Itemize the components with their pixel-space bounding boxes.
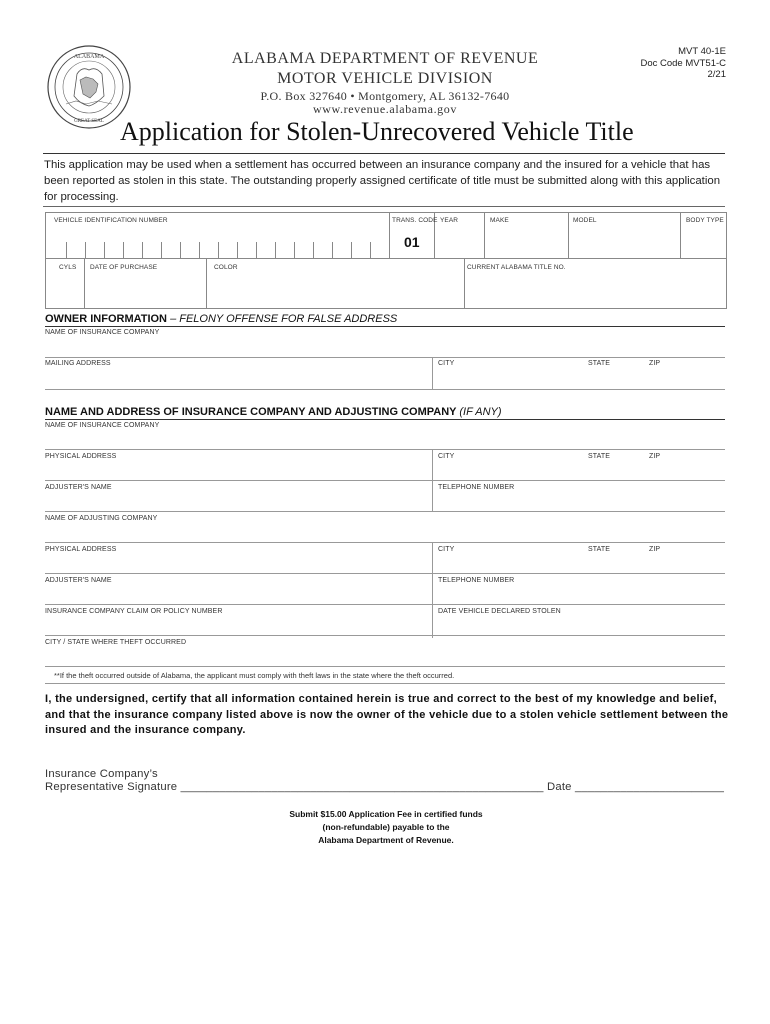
adjusting-zip-label: ZIP <box>649 546 661 553</box>
adjusting-city-label: CITY <box>438 546 455 553</box>
signature-block <box>45 768 724 793</box>
website-link[interactable]: www.revenue.alabama.gov <box>313 102 457 116</box>
claim-number-label: INSURANCE COMPANY CLAIM OR POLICY NUMBER <box>45 608 223 615</box>
vin-label: VEHICLE IDENTIFICATION NUMBER <box>54 217 168 224</box>
insurance-row-divider <box>45 573 725 574</box>
certification-statement: I, the undersigned, certify that all information contained herein is true and correct to the best of my knowledge and belief, and that the insurance company listed above is now the owner of the vehicle due to a stolen vehicle settlement between the insured and the insurance company. <box>45 693 729 736</box>
insurance-row-divider <box>45 604 725 605</box>
fee-instructions <box>200 808 572 847</box>
grid-col-divider <box>84 258 85 308</box>
adjusting-state-label: STATE <box>588 546 611 553</box>
adjusting-company-label: NAME OF ADJUSTING COMPANY <box>45 515 158 522</box>
owner-zip-label: ZIP <box>649 360 661 367</box>
note-divider <box>45 683 725 684</box>
adjuster2-phone-label: TELEPHONE NUMBER <box>438 577 515 584</box>
adjuster-name-label: ADJUSTER'S NAME <box>45 484 112 491</box>
doc-code: Doc Code MVT51-C <box>640 57 726 69</box>
grid-col-divider <box>568 213 569 258</box>
insurance-heading-text: NAME AND ADDRESS OF INSURANCE COMPANY AND ADJUSTING COMPANY <box>45 406 457 418</box>
year-label: YEAR <box>440 217 459 224</box>
form-number: MVT 40-1E <box>678 46 726 57</box>
fee-line-1: Submit $15.00 Application Fee in certified funds <box>289 809 483 819</box>
vin-char-tick <box>66 242 67 258</box>
intro-divider <box>43 206 725 207</box>
insurance-row-divider <box>45 449 725 450</box>
vin-char-tick <box>123 242 124 258</box>
trans-code-value: 01 <box>404 234 420 250</box>
body-type-label: BODY TYPE <box>686 217 724 224</box>
vin-char-tick <box>161 242 162 258</box>
insurance-physical-label: PHYSICAL ADDRESS <box>45 453 117 460</box>
title-divider <box>43 153 725 154</box>
vin-char-tick <box>313 242 314 258</box>
mailing-address: P.O. Box 327640 • Montgomery, AL 36132-7640 <box>260 89 510 103</box>
title-number-label: CURRENT ALABAMA TITLE NO. <box>467 264 566 271</box>
insurance-row-divider <box>45 635 725 636</box>
vin-char-tick <box>275 242 276 258</box>
insurance-row-divider <box>45 511 725 512</box>
fee-line-3: Alabama Department of Revenue. <box>318 835 454 845</box>
adjuster2-name-label: ADJUSTER'S NAME <box>45 577 112 584</box>
grid-col-divider <box>206 258 207 308</box>
owner-heading-text: OWNER INFORMATION <box>45 313 168 325</box>
grid-col-divider <box>464 258 465 308</box>
insurance-col-divider <box>432 542 433 638</box>
svg-text:GREAT SEAL: GREAT SEAL <box>74 119 104 124</box>
owner-mailing-label: MAILING ADDRESS <box>45 360 111 367</box>
vin-char-tick <box>180 242 181 258</box>
owner-state-label: STATE <box>588 360 611 367</box>
owner-city-label: CITY <box>438 360 455 367</box>
cyls-label: CYLS <box>59 264 77 271</box>
owner-name-label: NAME OF INSURANCE COMPANY <box>45 329 160 336</box>
intro-text: This application may be used when a settlement has occurred between an insurance company and the insured for a vehicle that has been reported as stolen in this state. The outstanding properly assigned certificate of title must be submitted along with this application for processing. <box>44 159 721 203</box>
grid-col-divider <box>680 213 681 258</box>
form-title: Application for Stolen-Unrecovered Vehicle Title <box>120 117 634 146</box>
theft-law-note: **If the theft occurred outside of Alabama, the applicant must comply with theft laws in the state where the theft occurred. <box>54 671 455 680</box>
insurance-name-label: NAME OF INSURANCE COMPANY <box>45 422 160 429</box>
owner-section-heading <box>45 313 397 325</box>
theft-location-label: CITY / STATE WHERE THEFT OCCURRED <box>45 639 187 646</box>
insurance-zip-label: ZIP <box>649 453 661 460</box>
revision-date: 2/21 <box>707 69 726 80</box>
grid-col-divider <box>389 213 390 258</box>
date-of-purchase-label: DATE OF PURCHASE <box>90 264 158 271</box>
insurance-section-heading <box>45 406 502 418</box>
owner-row-divider <box>45 389 725 390</box>
insurance-row-divider <box>45 666 725 667</box>
owner-row-divider <box>45 357 725 358</box>
vin-char-tick <box>85 242 86 258</box>
vin-char-tick <box>199 242 200 258</box>
vin-char-tick <box>256 242 257 258</box>
owner-heading-note: – FELONY OFFENSE FOR FALSE ADDRESS <box>170 313 398 325</box>
color-label: COLOR <box>214 264 238 271</box>
vin-char-tick <box>142 242 143 258</box>
insurance-state-label: STATE <box>588 453 611 460</box>
svg-text:ALABAMA: ALABAMA <box>73 54 105 60</box>
adjuster-phone-label: TELEPHONE NUMBER <box>438 484 515 491</box>
insurance-heading-note: (IF ANY) <box>459 406 502 418</box>
vehicle-info-grid <box>45 212 727 309</box>
stolen-date-label: DATE VEHICLE DECLARED STOLEN <box>438 608 561 615</box>
grid-row-divider <box>46 258 726 259</box>
division-name: MOTOR VEHICLE DIVISION <box>277 70 493 87</box>
vin-char-tick <box>218 242 219 258</box>
model-label: MODEL <box>573 217 597 224</box>
insurance-heading-rule <box>45 419 725 420</box>
insurance-city-label: CITY <box>438 453 455 460</box>
vin-char-tick <box>237 242 238 258</box>
trans-code-label: TRANS. CODE <box>392 217 438 224</box>
vin-char-tick <box>332 242 333 258</box>
make-label: MAKE <box>490 217 509 224</box>
grid-col-divider <box>484 213 485 258</box>
agency-name: ALABAMA DEPARTMENT OF REVENUE <box>231 50 539 67</box>
fee-line-2: (non-refundable) payable to the <box>322 822 450 832</box>
signature-line[interactable]: Representative Signature ________________________________________________________ Date _______________________ <box>45 780 725 793</box>
owner-heading-rule <box>45 326 725 327</box>
owner-col-divider <box>432 357 433 389</box>
insurance-row-divider <box>45 542 725 543</box>
adjusting-physical-label: PHYSICAL ADDRESS <box>45 546 117 553</box>
vin-char-tick <box>370 242 371 258</box>
vin-char-tick <box>351 242 352 258</box>
form-id-block <box>606 46 726 81</box>
insurance-row-divider <box>45 480 725 481</box>
signature-label-line1: Insurance Company’s <box>45 768 158 780</box>
vin-char-tick <box>104 242 105 258</box>
vin-char-tick <box>294 242 295 258</box>
